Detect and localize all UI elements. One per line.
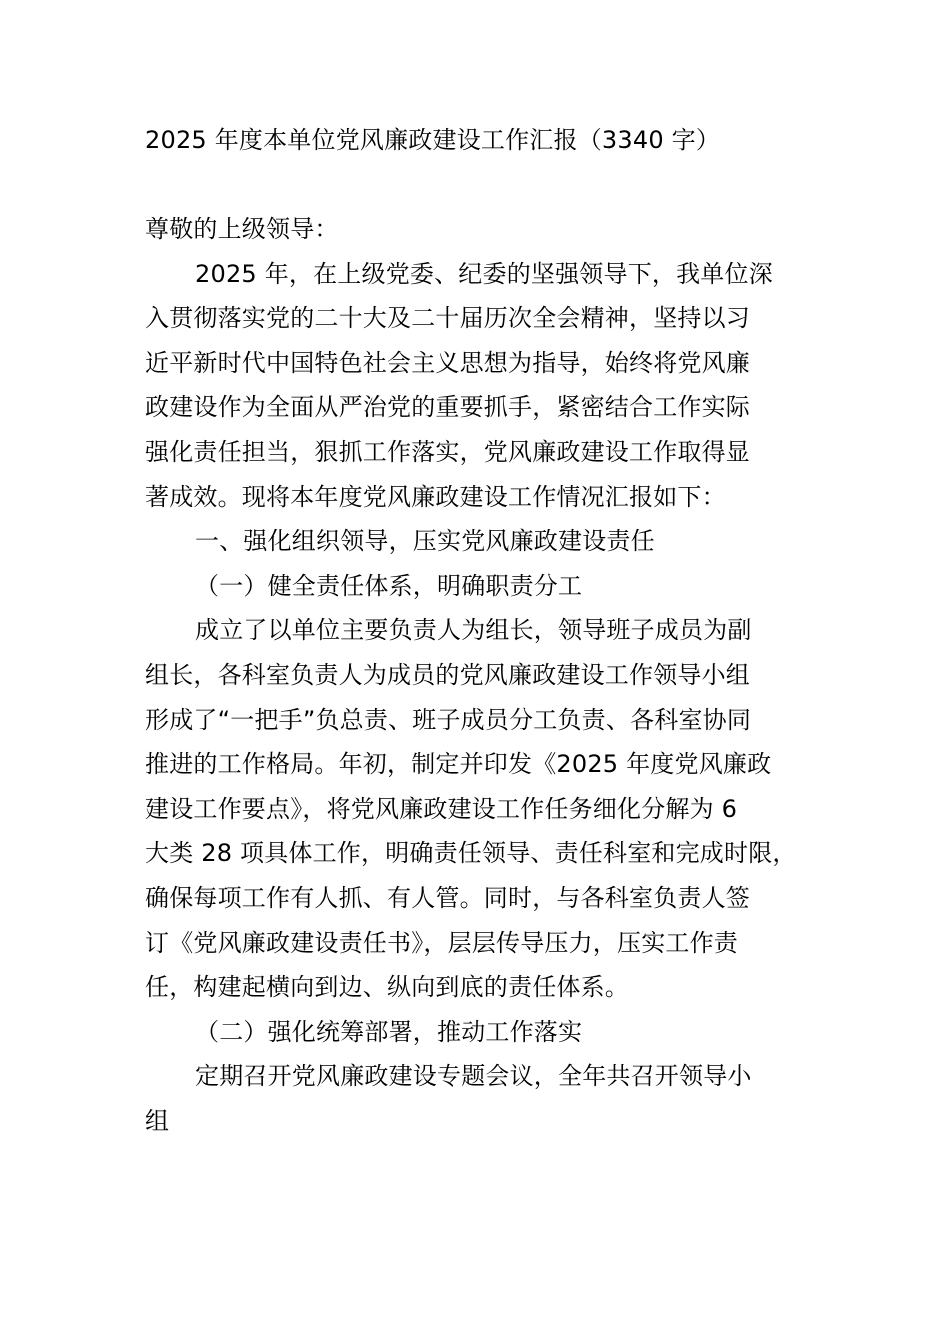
- body-line: 形成了“一把手”负总责、班子成员分工负责、各科室协同: [145, 705, 752, 734]
- body-line: （一）健全责任体系，明确职责分工: [195, 571, 583, 600]
- body-line: 定期召开党风廉政建设专题会议，全年共召开领导小: [195, 1062, 752, 1091]
- body-line: 成立了以单位主要负责人为组长，领导班子成员为副: [195, 616, 752, 645]
- body-line: 近平新时代中国特色社会主义思想为指导，始终将党风廉: [145, 348, 750, 377]
- body-line: 推进的工作格局。年初，制定并印发《2025 年度党风廉政: [145, 750, 772, 779]
- document-title: 2025 年度本单位党风廉政建设工作汇报（3340 字）: [145, 126, 721, 154]
- body-line: 2025 年，在上级党委、纪委的坚强领导下，我单位深: [195, 259, 773, 288]
- body-line: 组: [145, 1106, 170, 1135]
- body-line: 订《党风廉政建设责任书》，层层传导压力，压实工作责: [145, 928, 738, 957]
- body-line: 入贯彻落实党的二十大及二十届历次全会精神，坚持以习: [145, 304, 750, 333]
- body-line: 著成效。现将本年度党风廉政建设工作情况汇报如下：: [145, 482, 726, 511]
- body-line: 尊敬的上级领导：: [145, 215, 339, 243]
- body-line: 政建设作为全面从严治党的重要抓手，紧密结合工作实际: [145, 393, 750, 422]
- body-line: 强化责任担当，狠抓工作落实，党风廉政建设工作取得显: [145, 437, 750, 466]
- document-body: [145, 207, 835, 1143]
- body-line: 组长，各科室负责人为成员的党风廉政建设工作领导小组: [145, 660, 750, 689]
- body-line: 确保每项工作有人抓、有人管。同时，与各科室负责人签: [145, 883, 750, 912]
- body-line: 大类 28 项具体工作，明确责任领导、责任科室和完成时限，: [145, 839, 797, 868]
- body-line: 任，构建起横向到边、纵向到底的责任体系。: [145, 973, 629, 1002]
- body-line: 一、强化组织领导，压实党风廉政建设责任: [195, 527, 655, 556]
- body-line: （二）强化统筹部署，推动工作落实: [195, 1017, 583, 1046]
- body-line: 建设工作要点》，将党风廉政建设工作任务细化分解为 6: [145, 794, 738, 823]
